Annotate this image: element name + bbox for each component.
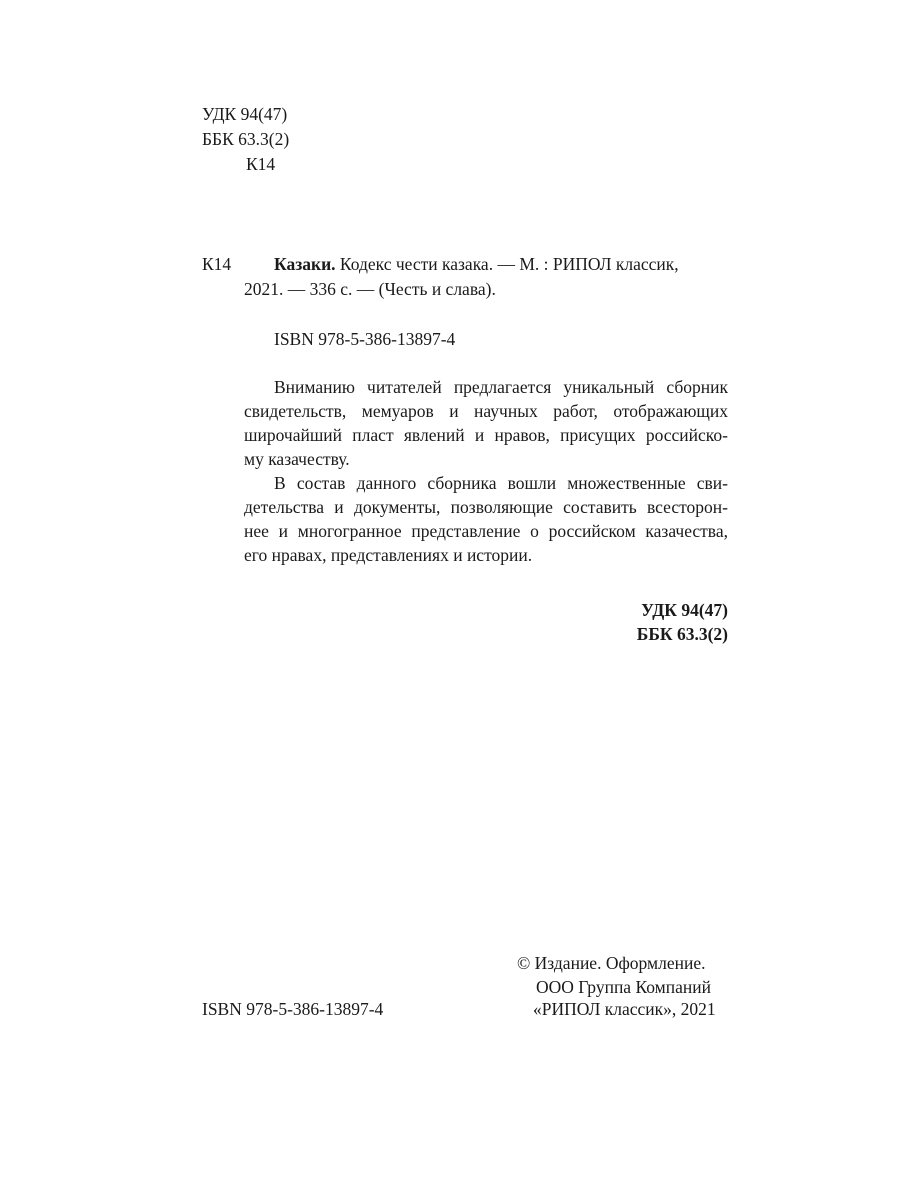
annotation-p2-line-1: В состав данного сборника вошли множественные сви- (274, 473, 728, 493)
annotation-p2-line-2: детельства и документы, позволяющие составить всесторон- (244, 497, 728, 517)
udk-code-top: УДК 94(47) (202, 104, 288, 124)
bib-line-1 (274, 256, 679, 274)
isbn-record: ISBN 978-5-386-13897-4 (274, 329, 456, 349)
bib-line-1-rest: Кодекс чести казака. — М. : РИПОЛ классик, (335, 254, 679, 274)
annotation-p1-line-1: Вниманию читателей предлагается уникальный сборник (274, 377, 728, 397)
bib-line-2: 2021. — 336 с. — (Честь и слава). (244, 279, 496, 299)
isbn-footer: ISBN 978-5-386-13897-4 (202, 999, 384, 1019)
bbk-code-bottom: ББК 63.3(2) (636, 624, 728, 644)
annotation-p2-line-3: нее и многогранное представление о российском казачества, (244, 521, 728, 541)
bbk-code-top: ББК 63.3(2) (202, 129, 290, 149)
author-mark: К14 (202, 254, 232, 274)
annotation-p1-line-2: свидетельств, мемуаров и научных работ, отображающих (244, 401, 728, 421)
copyright-line-3: «РИПОЛ классик», 2021 (533, 999, 716, 1019)
copyright-line-1: © Издание. Оформление. (517, 953, 706, 973)
author-mark-top: К14 (246, 154, 276, 174)
annotation-p1-line-4: му казачеству. (244, 449, 350, 469)
bib-title: Казаки. (274, 254, 336, 274)
annotation-p2-line-4: его нравах, представлениях и истории. (244, 545, 533, 565)
udk-code-bottom: УДК 94(47) (641, 600, 728, 620)
copyright-line-2: ООО Группа Компаний (536, 977, 711, 997)
annotation-p1-line-3: широчайший пласт явлений и нравов, присущих российско- (244, 425, 728, 445)
